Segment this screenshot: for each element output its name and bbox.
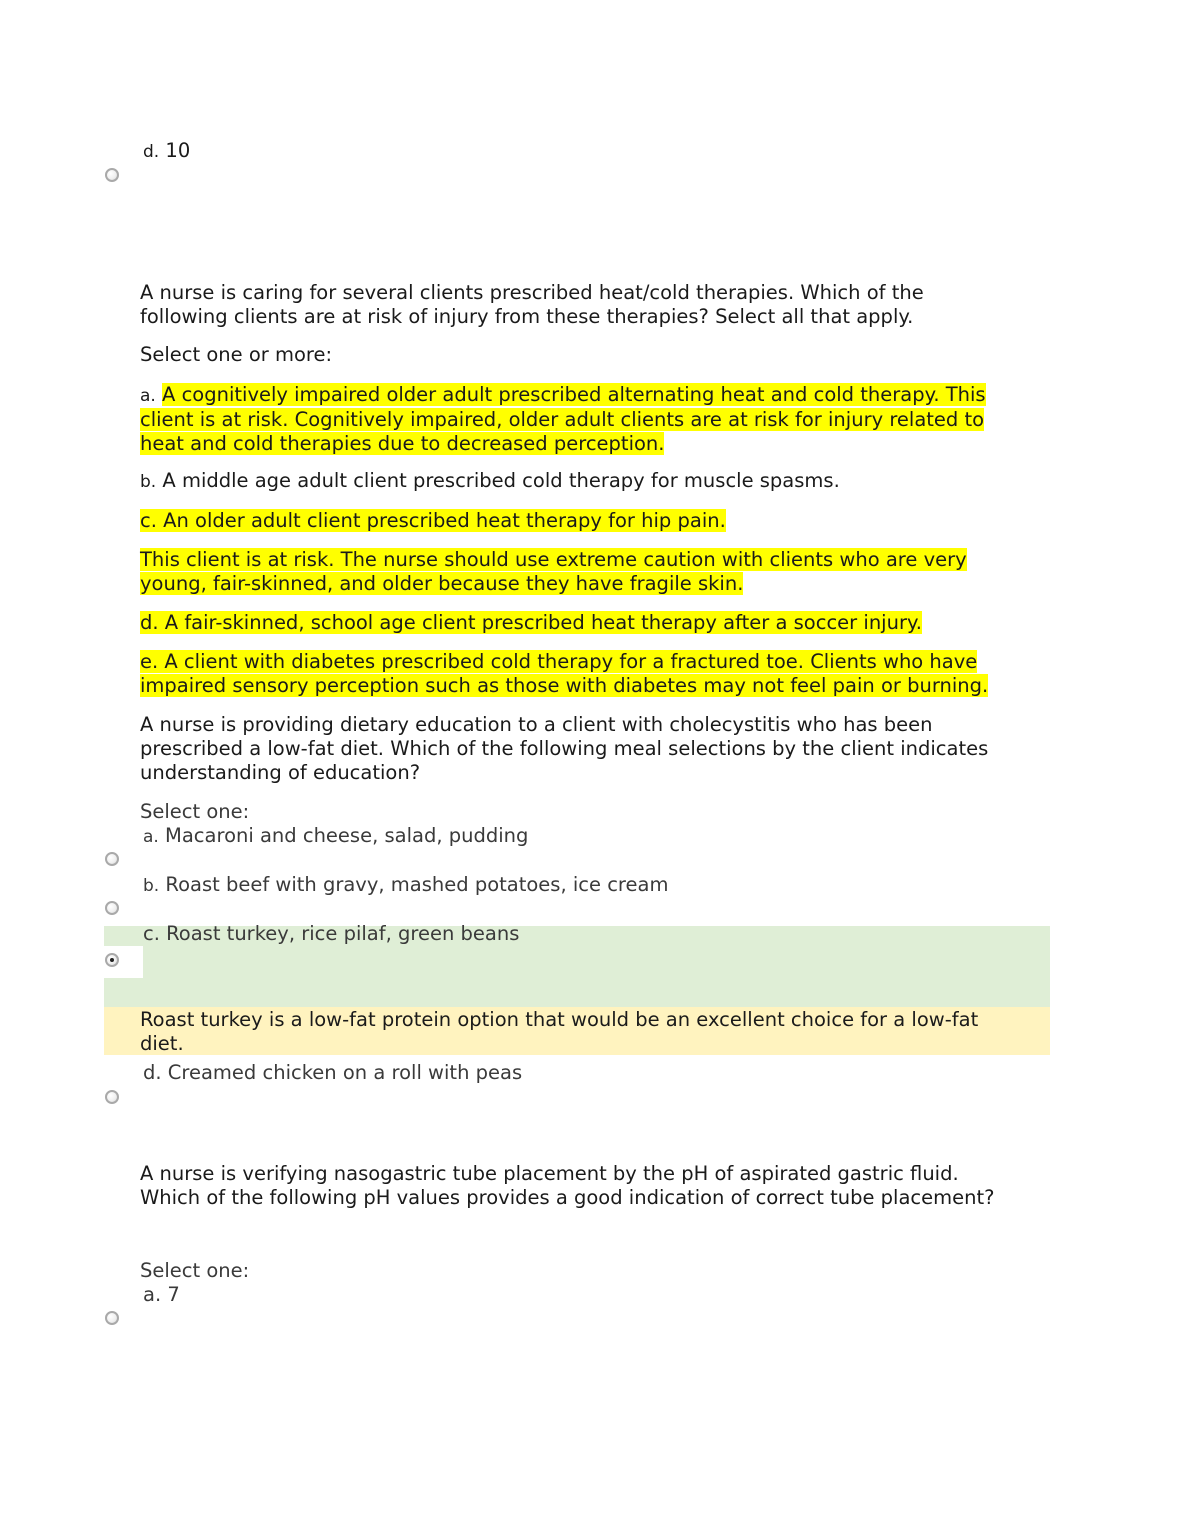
q3-stem-line: Which of the following pH values provides a good indication of correct tube placement? (140, 1186, 995, 1209)
q0-option-d-letter: d. (143, 142, 160, 162)
q2-option-c-text: c. Roast turkey, rice pilaf, green beans (143, 922, 520, 945)
q2-option-b-radio[interactable] (105, 901, 119, 915)
q1-stem (140, 281, 1040, 329)
q1-option-d-text: d. A fair-skinned, school age client prescribed heat therapy after a soccer injury. (140, 611, 922, 634)
q2-option-b-text: Roast beef with gravy, mashed potatoes, ice cream (165, 873, 669, 896)
q1-option-e (140, 650, 1040, 698)
q1-option-c (140, 509, 1040, 533)
q2-feedback-line: Roast turkey is a low-fat protein option that would be an excellent choice for a low-fat (140, 1008, 979, 1031)
q2-option-d (143, 1061, 522, 1085)
q1-option-c-note-text: This client is at risk. The nurse should use extreme caution with clients who are very (140, 548, 967, 571)
q2-option-c (143, 922, 519, 946)
q2-option-b-letter: b. (143, 876, 160, 896)
q2-option-a (143, 824, 528, 849)
q1-stem-line: A nurse is caring for several clients prescribed heat/cold therapies. Which of the (140, 281, 924, 304)
q2-feedback (140, 1008, 1040, 1056)
q1-option-c-text: c. An older adult client prescribed heat therapy for hip pain. (140, 509, 726, 532)
q0-option-d-radio[interactable] (105, 168, 119, 182)
q3-option-a-radio[interactable] (105, 1311, 119, 1325)
q3-prompt: Select one: (140, 1259, 250, 1282)
q2-feedback-line: diet. (140, 1032, 184, 1055)
q1-option-a (140, 383, 1040, 456)
q2-option-d-text: d. Creamed chicken on a roll with peas (143, 1061, 523, 1084)
q2-option-d-radio[interactable] (105, 1090, 119, 1104)
q0-option-d (143, 139, 190, 164)
q1-option-c-note-text: young, fair-skinned, and older because they have fragile skin. (140, 572, 744, 595)
q2-option-b (143, 873, 668, 898)
q1-option-a-letter: a. (140, 386, 156, 406)
q1-option-b-letter: b. (140, 472, 157, 492)
q0-option-d-text: 10 (165, 139, 191, 162)
q2-prompt: Select one: (140, 800, 250, 823)
q3-stem (140, 1162, 1040, 1210)
q2-stem-line: A nurse is providing dietary education to a client with cholecystitis who has been (140, 713, 933, 736)
q1-option-b-text: A middle age adult client prescribed cold therapy for muscle spasms. (162, 469, 840, 492)
q1-stem-line: following clients are at risk of injury from these therapies? Select all that apply. (140, 305, 914, 328)
q1-option-d (140, 611, 1040, 635)
q3-option-a (143, 1283, 180, 1307)
q1-option-e-text: impaired sensory perception such as those with diabetes may not feel pain or burning. (140, 674, 989, 697)
q3-stem-line: A nurse is verifying nasogastric tube placement by the pH of aspirated gastric fluid. (140, 1162, 959, 1185)
q1-prompt: Select one or more: (140, 343, 333, 366)
q2-option-a-text: Macaroni and cheese, salad, pudding (165, 824, 529, 847)
q1-option-b (140, 469, 1040, 494)
q1-option-a-text: A cognitively impaired older adult prescribed alternating heat and cold therapy. This (162, 383, 986, 406)
q2-stem-line: prescribed a low-fat diet. Which of the following meal selections by the client indicates (140, 737, 989, 760)
q1-option-c-note (140, 548, 1040, 596)
q2-stem-line: understanding of education? (140, 761, 421, 784)
q2-option-a-letter: a. (143, 827, 159, 847)
q1-option-a-text: heat and cold therapies due to decreased perception. (140, 432, 665, 455)
q2-stem (140, 713, 1040, 785)
q3-option-a-text: a. 7 (143, 1283, 180, 1306)
q2-option-c-radio[interactable] (105, 953, 119, 967)
q2-option-a-radio[interactable] (105, 852, 119, 866)
q1-option-e-text: e. A client with diabetes prescribed cold therapy for a fractured toe. Clients who have (140, 650, 978, 673)
q1-option-a-text: client is at risk. Cognitively impaired, older adult clients are at risk for injury related to (140, 408, 985, 431)
